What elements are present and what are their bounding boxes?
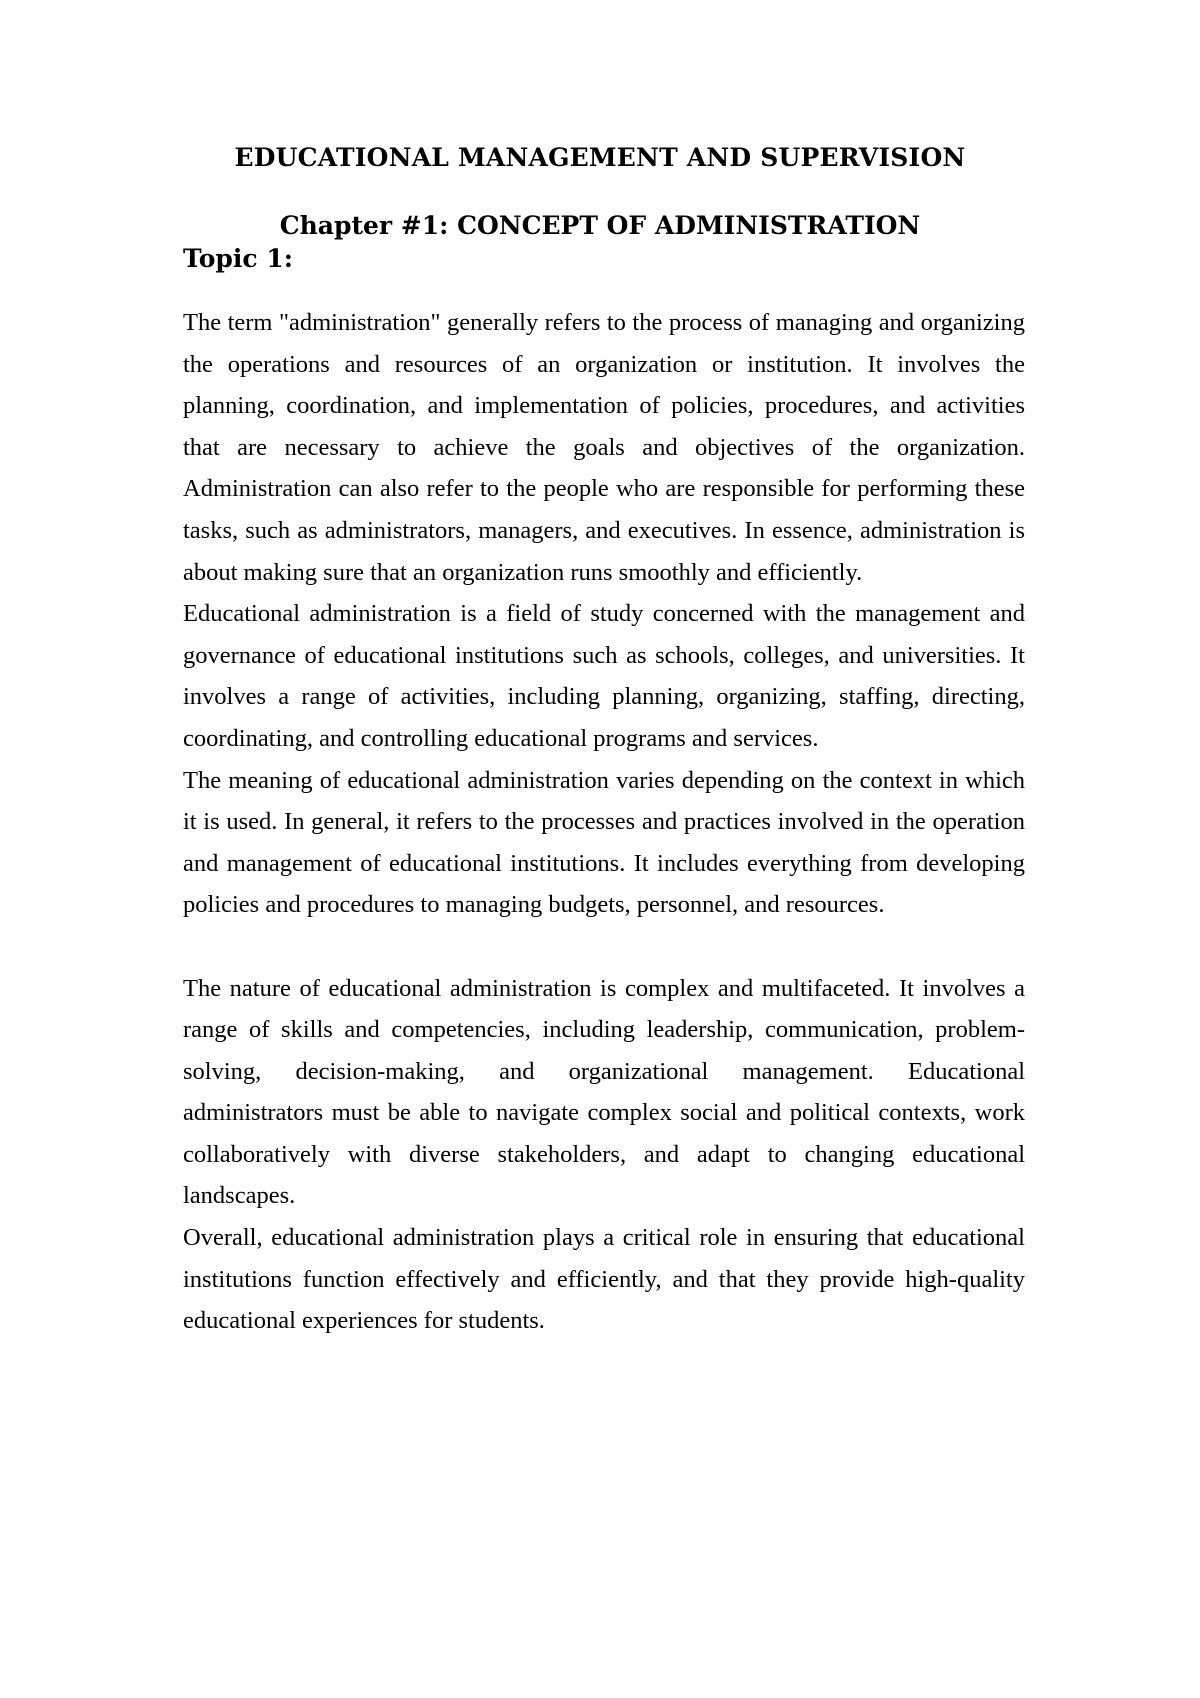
paragraph-spacer bbox=[183, 926, 1025, 968]
document-body bbox=[183, 302, 1025, 1342]
paragraph-administration-definition: The term "administration" generally refers to the process of managing and organizing the operations and resources of an organization or institution. It involves the planning, coordination, and implementation of policies, procedures, and activities that are necessary to achieve the goals and objectives of the organization. Administration can also refer to the people who are responsible for performing these tasks, such as administrators, managers, and executives. In essence, administration is about making sure that an organization runs smoothly and efficiently. bbox=[183, 309, 1025, 586]
paragraph-educational-administration: Educational administration is a field of study concerned with the management and governance of educational institutions such as schools, colleges, and universities. It involves a range of activities, including planning, organizing, staffing, directing, coordinating, and controlling educational programs and services. bbox=[183, 600, 1025, 752]
chapter-heading: Chapter #1: CONCEPT OF ADMINISTRATION bbox=[279, 211, 921, 240]
document-title: EDUCATIONAL MANAGEMENT AND SUPERVISION bbox=[234, 143, 966, 172]
paragraph-nature: The nature of educational administration is complex and multifaceted. It involves a range of skills and competencies, including leadership, communication, problem-solving, decision-making, and organizational management. Educational administrators must be able to navigate complex social and political contexts, work collaboratively with diverse stakeholders, and adapt to changing educational landscapes. bbox=[183, 974, 1025, 1210]
paragraph-overall: Overall, educational administration plays a critical role in ensuring that educational institutions function effectively and efficiently, and that they provide high-quality educational experiences for students. bbox=[183, 1224, 1025, 1335]
topic-heading: Topic 1: bbox=[183, 244, 293, 273]
paragraph-meaning: The meaning of educational administration varies depending on the context in which it is used. In general, it refers to the processes and practices involved in the operation and management of educational institutions. It includes everything from developing policies and procedures to managing budgets, personnel, and resources. bbox=[183, 766, 1025, 919]
